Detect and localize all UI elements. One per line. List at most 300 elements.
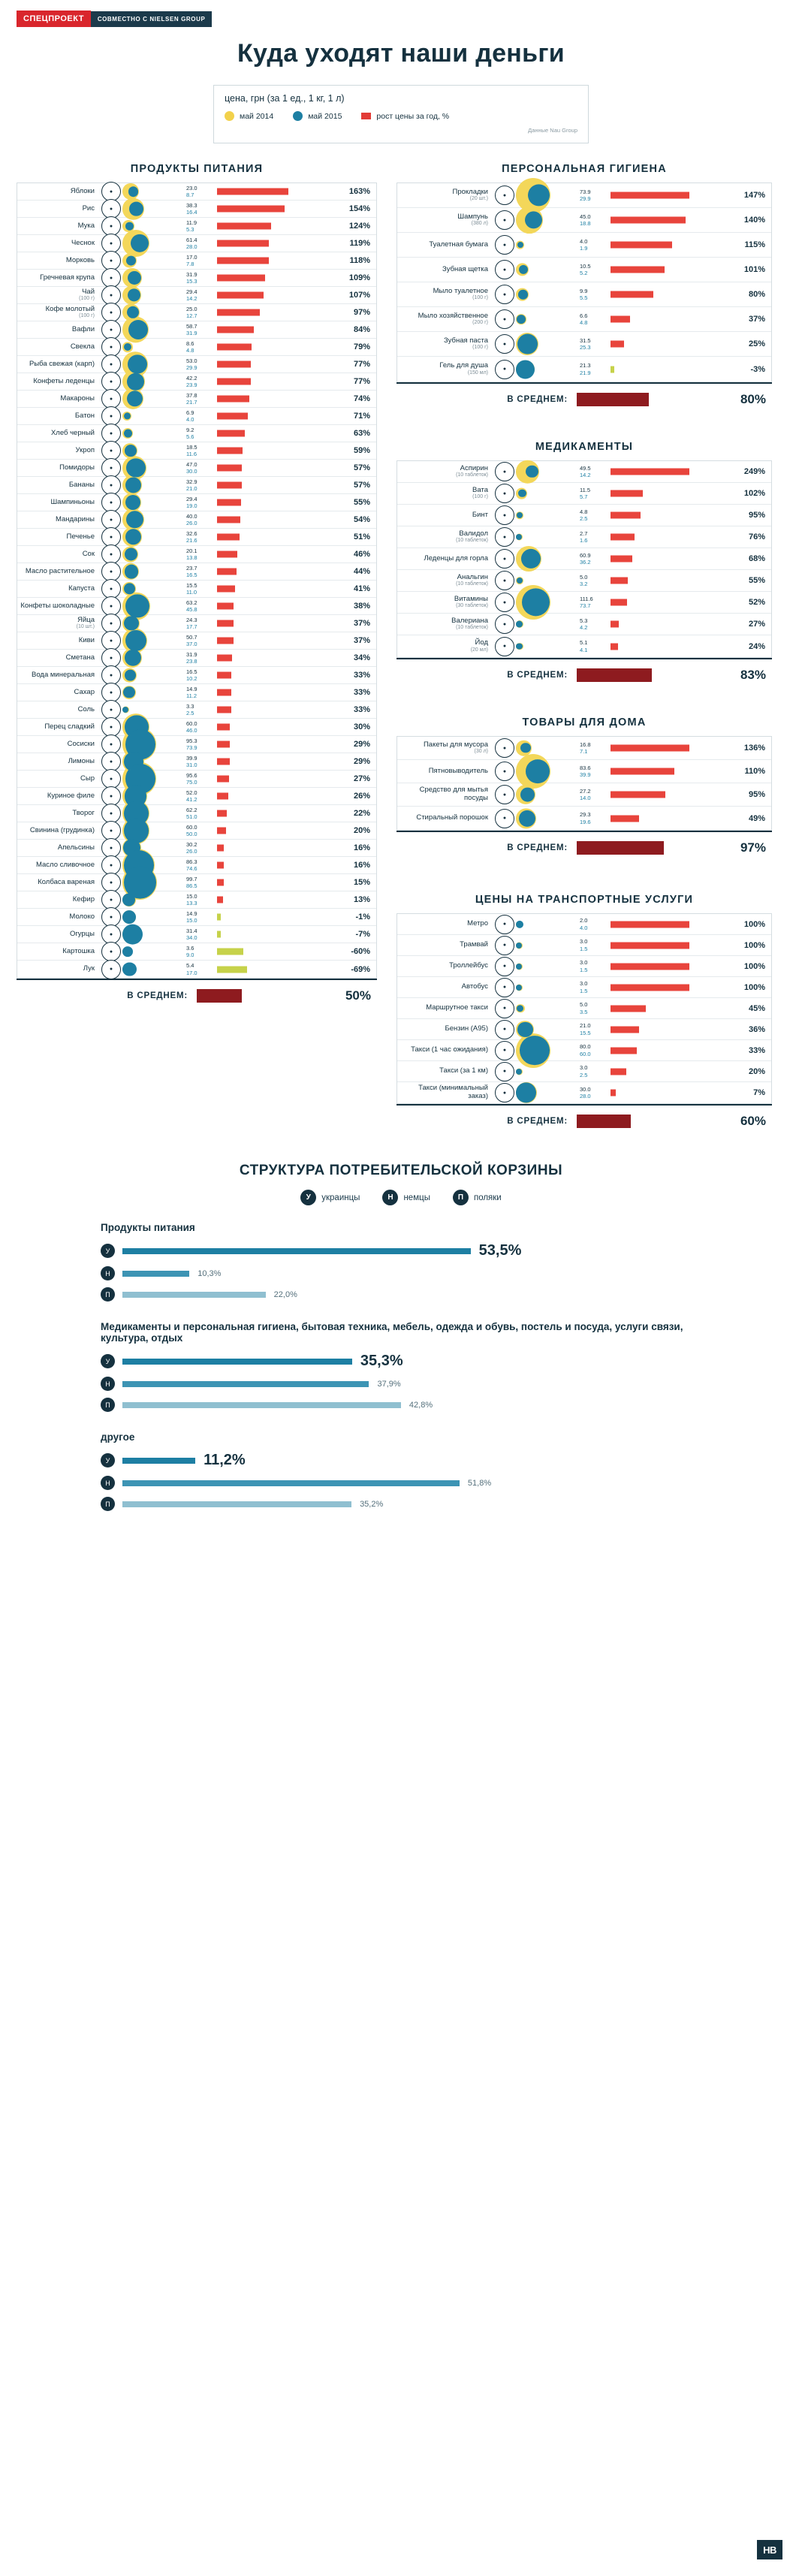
price-bubbles (514, 208, 579, 232)
table-row (17, 408, 376, 425)
growth-value: 77% (353, 377, 370, 386)
bubble-2015 (516, 360, 535, 379)
ukraine-icon: У (300, 1190, 316, 1205)
growth-bar-track (611, 307, 726, 331)
price-bubbles (514, 592, 579, 613)
price-values: 2.7 1.6 (580, 529, 588, 544)
detergent-icon: ● (495, 809, 514, 828)
nv-logo: НВ (757, 2540, 782, 2559)
table-row (397, 998, 771, 1019)
price-bubbles (514, 357, 579, 382)
growth-value: 100% (743, 919, 765, 929)
table-row (17, 701, 376, 719)
table-row (397, 1040, 771, 1061)
home-average-value: 97% (740, 840, 766, 855)
table-row (397, 526, 771, 548)
growth-bar (217, 741, 230, 748)
growth-bar (611, 942, 689, 949)
row-label: Вафли (71, 324, 95, 333)
food-average-bar (197, 980, 324, 1012)
basket-bar-row (101, 1377, 701, 1391)
growth-value: 68% (748, 554, 765, 563)
growth-value: 140% (743, 216, 765, 225)
growth-bar-track (217, 270, 331, 286)
meds-table (396, 460, 772, 658)
growth-bar (217, 949, 243, 955)
table-row (17, 874, 376, 891)
growth-bar-track (217, 701, 331, 718)
growth-value: 71% (353, 412, 370, 421)
basket-group (101, 1431, 701, 1511)
growth-bar-track (611, 977, 726, 997)
row-label: Мыло туалетное (100 г) (433, 286, 488, 301)
growth-bar-track (217, 494, 331, 511)
curd-icon: ● (101, 804, 121, 823)
table-row (17, 891, 376, 909)
price-values: 23.0 8.7 (186, 184, 197, 198)
table-row (17, 270, 376, 287)
fish-icon: ● (101, 354, 121, 374)
section-title-meds: МЕДИКАМЕНТЫ (535, 441, 634, 453)
growth-bar (217, 689, 231, 696)
taxi-km-icon: ● (495, 1062, 514, 1081)
basket-bar (122, 1359, 352, 1365)
basket-group-title: Медикаменты и персональная гигиена, бытовая техника, мебель, одежда и обувь, постель и посуда, услуги связи, культура, отдых (101, 1321, 683, 1344)
apple-icon: ● (101, 182, 121, 201)
growth-bar (217, 620, 234, 627)
table-row (397, 807, 771, 830)
showergel-icon: ● (495, 360, 514, 379)
price-values: 99.7 86.5 (186, 875, 197, 889)
nation-icon-2: П (101, 1497, 115, 1511)
basket-value: 11,2% (204, 1452, 246, 1468)
row-label: Автобус (461, 982, 488, 991)
section-title-food: ПРОДУКТЫ ПИТАНИЯ (130, 163, 264, 175)
basket-bar-row (101, 1242, 701, 1259)
price-values: 3.6 9.0 (186, 944, 194, 958)
growth-bar-track (611, 807, 726, 830)
growth-bar (217, 430, 245, 437)
basket-legend-label: поляки (473, 1193, 502, 1202)
price-values: 38.3 16.4 (186, 201, 197, 216)
price-values: 29.4 14.2 (186, 288, 197, 302)
row-label: Батон (74, 411, 95, 420)
basket-bar (122, 1381, 369, 1387)
dill-icon: ● (101, 441, 121, 460)
price-values: 60.0 46.0 (186, 719, 197, 734)
table-row (397, 307, 771, 332)
table-row (17, 719, 376, 736)
growth-bar-track (217, 909, 331, 925)
price-values: 29.3 19.6 (580, 811, 591, 825)
legend-2015 (293, 111, 342, 121)
price-bubbles (121, 442, 185, 459)
price-bubbles (121, 563, 185, 580)
price-values: 50.7 37.0 (186, 633, 197, 647)
bubble-2015 (122, 962, 137, 976)
growth-value: 107% (348, 291, 370, 300)
coffee-icon: ● (101, 303, 121, 322)
growth-bar (611, 921, 689, 928)
meds-average-label: В СРЕДНЕМ: (507, 671, 568, 680)
food-table (17, 182, 377, 979)
growth-value: 154% (348, 204, 370, 213)
growth-value: 22% (353, 809, 370, 818)
price-values: 63.2 45.8 (186, 599, 197, 613)
basket-bar-row (101, 1452, 701, 1469)
growth-bar-track (611, 357, 726, 382)
growth-value: 16% (353, 843, 370, 852)
growth-bar (217, 361, 251, 368)
table-row (17, 477, 376, 494)
basket-value: 51,8% (467, 1478, 492, 1488)
table-row (17, 650, 376, 667)
growth-bar (611, 1090, 616, 1096)
row-label: Маршрутное такси (426, 1003, 488, 1012)
growth-value: 100% (743, 961, 765, 971)
price-bubbles (514, 1082, 579, 1103)
toothpaste-icon: ● (495, 334, 514, 354)
basket-legend-item (382, 1190, 430, 1205)
basket-bar (122, 1480, 460, 1486)
growth-value: -3% (750, 364, 765, 374)
price-values: 47.0 30.0 (186, 460, 197, 475)
cookie-icon: ● (101, 527, 121, 547)
trashbag-icon: ● (495, 738, 514, 758)
pads-icon: ● (495, 186, 514, 205)
growth-bar (217, 413, 248, 420)
bubble-2015 (517, 512, 523, 518)
cheese-icon: ● (101, 769, 121, 789)
growth-value: 37% (748, 315, 765, 324)
growth-bar-track (611, 548, 726, 569)
table-row (397, 737, 771, 760)
growth-value: 24% (748, 641, 765, 651)
row-label: Сосиски (67, 739, 95, 748)
table-row (17, 218, 376, 235)
price-values: 3.0 1.5 (580, 959, 588, 973)
table-row (397, 505, 771, 526)
bubble-2015 (122, 946, 133, 957)
growth-bar-track (217, 753, 331, 770)
growth-bar (217, 603, 234, 610)
growth-value: 102% (743, 489, 765, 498)
legend-2014-label: май 2014 (240, 111, 274, 121)
price-values: 5.0 3.2 (580, 573, 588, 587)
bubble-2015 (125, 630, 146, 651)
growth-value: 16% (353, 861, 370, 870)
growth-bar (217, 327, 254, 333)
pasta-icon: ● (101, 389, 121, 409)
cucumber-icon: ● (101, 925, 121, 944)
table-row (397, 760, 771, 783)
growth-value: 55% (748, 576, 765, 585)
vitamins-icon: ● (495, 593, 514, 612)
growth-bar-track (217, 874, 331, 891)
growth-bar (217, 638, 234, 644)
section-title-transport: ЦЕНЫ НА ТРАНСПОРТНЫЕ УСЛУГИ (475, 894, 694, 906)
growth-bar-track (217, 736, 331, 753)
growth-bar (611, 192, 689, 199)
row-label: Бинт (472, 510, 488, 519)
growth-bar-track (217, 598, 331, 614)
row-label: Конфеты шоколадные (20, 601, 95, 610)
growth-value: 77% (353, 360, 370, 369)
price-values: 73.9 29.9 (580, 188, 591, 202)
basket-bar (122, 1292, 266, 1298)
bubble-2015 (516, 621, 523, 628)
row-label: Яйца (10 шт.) (76, 615, 95, 630)
bubble-2015 (517, 334, 538, 354)
bubble-2015 (128, 320, 148, 339)
row-label: Рыба свежая (карп) (29, 359, 95, 368)
growth-value: 100% (743, 982, 765, 992)
price-bubbles (514, 233, 579, 257)
price-bubbles (514, 461, 579, 482)
price-values: 30.0 28.0 (580, 1085, 591, 1099)
nation-icon-0: У (101, 1244, 115, 1258)
price-values: 3.3 2.5 (186, 702, 194, 716)
fuel-icon: ● (495, 1020, 514, 1039)
growth-value: 33% (353, 671, 370, 680)
price-bubbles (121, 270, 185, 286)
table-row (17, 391, 376, 408)
food-average-value: 50% (345, 988, 371, 1003)
price-bubbles (514, 760, 579, 783)
price-values: 9.2 5.6 (186, 426, 194, 440)
growth-bar-track (611, 233, 726, 257)
meds-average-row (396, 658, 772, 691)
growth-bar (217, 379, 251, 385)
growth-value: 55% (353, 498, 370, 507)
table-row (397, 914, 771, 935)
price-bubbles (121, 477, 185, 493)
price-bubbles (514, 332, 579, 356)
growth-value: 46% (353, 550, 370, 559)
row-label: Кефир (72, 894, 95, 903)
growth-bar-track (217, 546, 331, 563)
basket-value: 22,0% (273, 1290, 297, 1299)
growth-value: 51% (353, 532, 370, 541)
growth-bar (611, 768, 674, 775)
bubble-2015 (520, 1036, 550, 1066)
growth-value: 136% (743, 744, 765, 753)
left-column (17, 163, 377, 1137)
price-values: 24.3 17.7 (186, 616, 197, 630)
bubble-2015 (526, 759, 550, 783)
basket-bar (122, 1501, 351, 1507)
section-title-home: ТОВАРЫ ДЛЯ ДОМА (522, 716, 647, 728)
oil-icon: ● (101, 562, 121, 581)
growth-bar (611, 291, 653, 298)
iodine-icon: ● (495, 637, 514, 656)
row-label: Киви (78, 635, 95, 644)
bubble-2015 (517, 578, 523, 584)
home-average-row (396, 831, 772, 864)
taxi-wait-icon: ● (495, 1041, 514, 1060)
bubble-2015 (520, 788, 535, 802)
row-label: Сок (82, 549, 95, 558)
table-row (397, 956, 771, 977)
bubble-2015 (122, 894, 135, 906)
growth-bar-track (611, 1082, 726, 1103)
row-label: Метро (467, 919, 488, 928)
table-row (397, 570, 771, 592)
price-bubbles (514, 282, 579, 306)
growth-value: 37% (353, 619, 370, 628)
table-row (17, 909, 376, 926)
row-label: Леденцы для горла (424, 554, 488, 563)
growth-bar-track (217, 304, 331, 321)
row-label: Помидоры (59, 463, 95, 472)
toothbrush-icon: ● (495, 260, 514, 279)
growth-bar-track (217, 822, 331, 839)
price-bubbles (121, 408, 185, 424)
row-label: Аспирин (10 таблеток) (456, 463, 488, 478)
growth-bar (611, 745, 689, 752)
growth-value: 74% (353, 394, 370, 403)
table-row (397, 1082, 771, 1103)
growth-bar (611, 490, 643, 497)
price-values: 3.0 2.5 (580, 1064, 588, 1078)
row-label: Творог (72, 808, 95, 817)
row-label: Куриное филе (47, 791, 95, 800)
growth-value: 118% (349, 256, 370, 265)
growth-value: 45% (748, 1003, 765, 1013)
basket-title: СТРУКТУРА ПОТРЕБИТЕЛЬСКОЙ КОРЗИНЫ (239, 1163, 563, 1178)
row-label: Зубная щетка (442, 264, 488, 273)
row-label: Хлеб черный (50, 428, 95, 437)
bubble-2015 (127, 373, 144, 391)
price-values: 52.0 41.2 (186, 789, 197, 803)
mandarin-icon: ● (101, 510, 121, 529)
price-values: 8.6 4.8 (186, 339, 194, 354)
row-label: Вода минеральная (32, 670, 95, 679)
basket-bar-row (101, 1398, 701, 1412)
price-values: 86.3 74.6 (186, 858, 197, 872)
row-label: Троллейбус (449, 961, 488, 970)
orange-icon: ● (101, 838, 121, 858)
home-average-bar (577, 832, 719, 864)
price-values: 62.2 51.0 (186, 806, 197, 820)
bubble-2015 (516, 920, 523, 928)
partner-badge: СОВМЕСТНО С NIELSEN GROUP (91, 11, 213, 27)
row-label: Такси (за 1 км) (439, 1066, 488, 1075)
growth-bar-track (217, 563, 331, 580)
basket-section (0, 1137, 802, 1511)
growth-value: 249% (743, 467, 765, 476)
growth-bar (217, 517, 240, 523)
row-label: Вата (100 г) (472, 485, 488, 500)
price-bubbles (121, 909, 185, 925)
loaf-icon: ● (101, 406, 121, 426)
row-label: Соль (77, 704, 95, 713)
growth-bar-track (611, 998, 726, 1018)
table-row (17, 840, 376, 857)
price-values: 15.5 11.0 (186, 581, 197, 596)
table-row (17, 961, 376, 978)
hygiene-table (396, 182, 772, 382)
growth-bar-track (217, 183, 331, 200)
nation-icon-1: Н (101, 1476, 115, 1490)
price-bubbles (514, 998, 579, 1018)
basket-value: 42,8% (409, 1400, 433, 1410)
table-row (17, 684, 376, 701)
legend-title: цена, грн (за 1 ед., 1 кг, 1 л) (225, 93, 345, 104)
table-row (397, 357, 771, 382)
food-average-label: В СРЕДНЕМ: (127, 991, 188, 1000)
flour-icon: ● (101, 216, 121, 236)
table-row (397, 282, 771, 307)
meds-average-bar (577, 659, 719, 691)
price-bubbles (514, 914, 579, 934)
beet-icon: ● (101, 337, 121, 357)
price-values: 21.3 21.9 (580, 362, 591, 376)
price-bubbles (514, 548, 579, 569)
price-bubbles (121, 926, 185, 943)
growth-value: 57% (353, 463, 370, 472)
table-row (17, 546, 376, 563)
table-row (17, 736, 376, 753)
basket-bar (122, 1402, 401, 1408)
growth-value: 37% (353, 636, 370, 645)
legend-box (213, 85, 589, 143)
growth-bar (611, 578, 628, 584)
row-label: Зубная паста (100 г) (443, 336, 488, 351)
price-values: 30.2 26.0 (186, 840, 197, 855)
price-values: 4.0 1.9 (580, 237, 588, 252)
growth-value: 26% (353, 792, 370, 801)
price-values: 16.5 10.2 (186, 668, 197, 682)
price-values: 60.9 36.2 (580, 551, 591, 566)
growth-bar (217, 534, 240, 541)
row-label: Йод (20 мл) (470, 638, 488, 653)
kefir-icon: ● (101, 890, 121, 909)
growth-value: 95% (748, 790, 765, 799)
growth-bar (217, 551, 237, 558)
table-row (397, 783, 771, 807)
growth-bar-track (217, 719, 331, 735)
egg-icon: ● (101, 614, 121, 633)
price-values: 21.0 15.5 (580, 1022, 591, 1036)
row-label: Прокладки (20 шт.) (452, 187, 488, 202)
row-label: Анальгин (10 таблеток) (456, 572, 488, 587)
price-values: 5.1 4.1 (580, 639, 588, 653)
table-row (17, 287, 376, 304)
food-average-row (17, 979, 377, 1012)
table-row (17, 926, 376, 943)
row-label: Свинина (грудинка) (29, 825, 95, 834)
nation-icon-2: П (101, 1287, 115, 1302)
growth-bar (217, 309, 260, 316)
milk-icon: ● (101, 907, 121, 927)
price-bubbles (121, 460, 185, 476)
growth-bar-track (217, 201, 331, 217)
growth-bar (217, 672, 231, 679)
price-bubbles (121, 736, 185, 753)
growth-value: 44% (353, 567, 370, 576)
water-icon: ● (101, 665, 121, 685)
row-label: Гречневая крупа (40, 273, 95, 282)
valerian-icon: ● (495, 614, 514, 634)
price-values: 49.5 14.2 (580, 464, 591, 478)
row-label: Туалетная бумага (429, 240, 488, 249)
metro-icon: ● (495, 915, 514, 934)
price-bubbles (121, 183, 185, 200)
growth-bar (611, 512, 641, 519)
transport-average-bar (577, 1106, 719, 1137)
garlic-icon: ● (101, 234, 121, 253)
